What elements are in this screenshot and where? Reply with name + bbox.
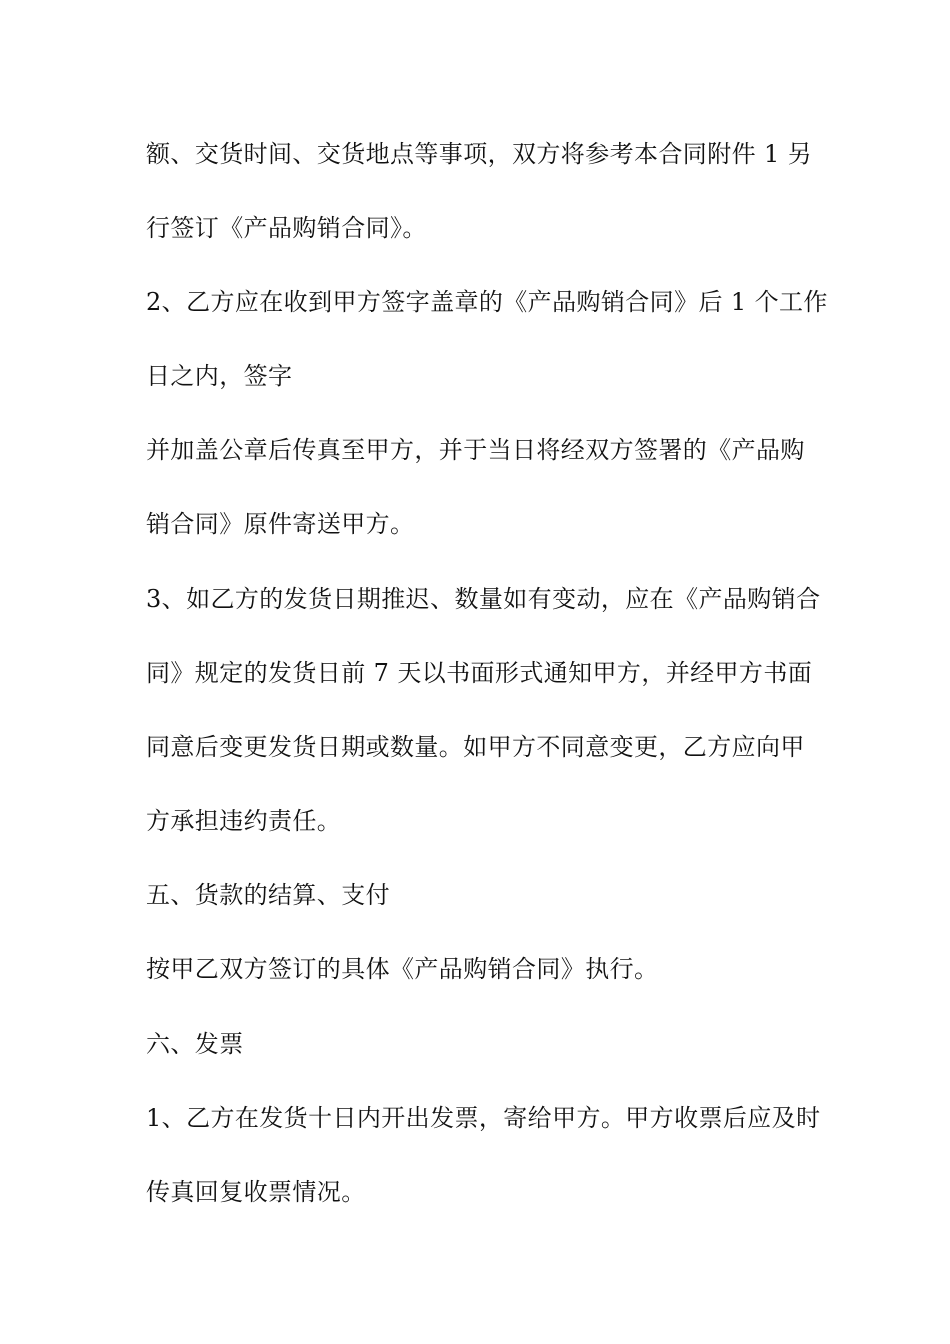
section-heading: 六、发票: [146, 1030, 244, 1058]
paragraph-line: 按甲乙双方签订的具体《产品购销合同》执行。: [146, 955, 659, 983]
paragraph-line: 传真回复收票情况。: [146, 1178, 366, 1206]
paragraph-line: 方承担违约责任。: [146, 807, 342, 835]
section-heading: 五、货款的结算、支付: [146, 881, 390, 909]
paragraph-line: 同》规定的发货日前 7 天以书面形式通知甲方，并经甲方书面: [146, 659, 813, 687]
paragraph-line: 日之内，签字: [146, 362, 293, 390]
paragraph-line: 并加盖公章后传真至甲方，并于当日将经双方签署的《产品购: [146, 436, 805, 464]
paragraph-line: 同意后变更发货日期或数量。如甲方不同意变更，乙方应向甲: [146, 733, 805, 761]
paragraph-line: 销合同》原件寄送甲方。: [146, 510, 415, 538]
paragraph-line: 2、乙方应在收到甲方签字盖章的《产品购销合同》后 1 个工作: [146, 288, 828, 316]
paragraph-line: 1、乙方在发货十日内开出发票，寄给甲方。甲方收票后应及时: [146, 1104, 821, 1132]
paragraph-line: 行签订《产品购销合同》。: [146, 214, 427, 242]
paragraph-line: 3、如乙方的发货日期推迟、数量如有变动，应在《产品购销合: [146, 585, 821, 613]
paragraph-line: 额、交货时间、交货地点等事项，双方将参考本合同附件 1 另: [146, 140, 813, 168]
